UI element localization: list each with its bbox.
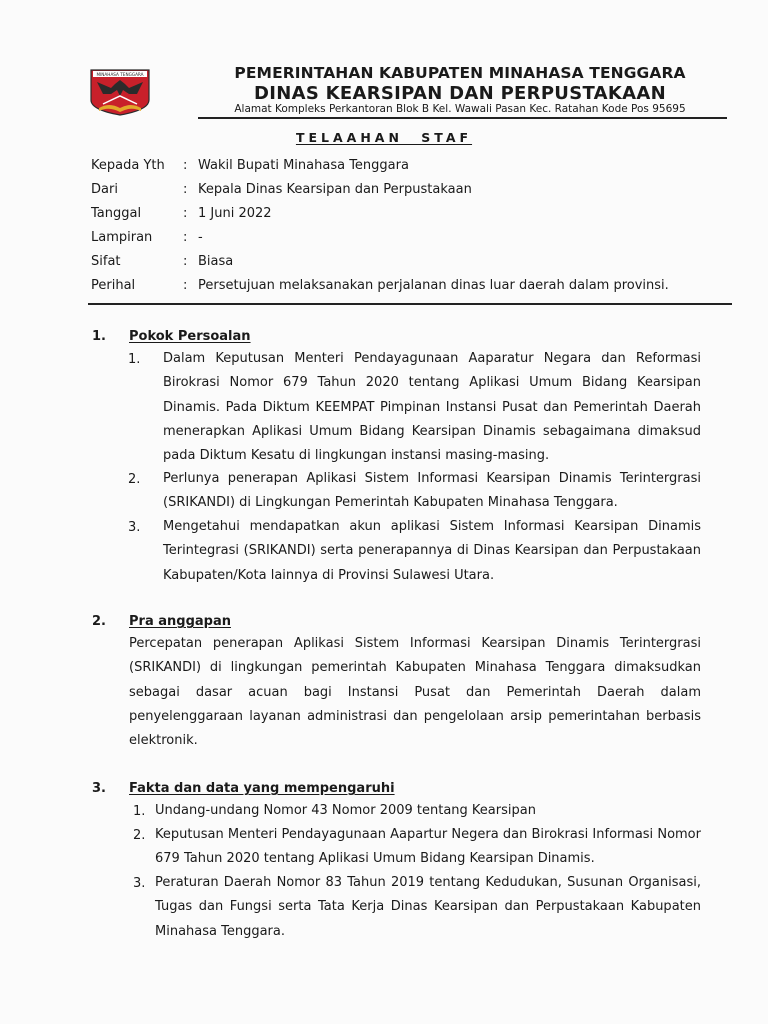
memo-key: Sifat	[91, 254, 121, 269]
list-item-text: Mengetahui mendapatkan akun aplikasi Sistem Informasi Kearsipan Dinamis Terintegrasi (SRIKANDI) serta penerapannya di Dinas Kearsipan dan Perpustakaan Kabupaten/Kota lainnya di Provinsi Sulawesi Utara.	[163, 519, 701, 583]
organization-name: PEMERINTAHAN KABUPATEN MINAHASA TENGGARA	[234, 64, 686, 82]
section-title: Pokok Persoalan	[129, 329, 251, 344]
list-item-text: Dalam Keputusan Menteri Pendayagunaan Aaparatur Negara dan Reformasi Birokrasi Nomor 679 Tahun 2020 tentang Aplikasi Umum Bidang Kearsipan Dinamis. Pada Diktum KEEMPAT Pimpinan Instansi Pusat dan Pemerintah Daerah menerapkan Aplikasi Umum Bidang Kearsipan Dinamis sebagaimana dimaksud pada Diktum Kesatu di lingkungan instansi masing-masing.	[163, 351, 701, 464]
memo-key: Kepada Yth	[91, 158, 165, 173]
logo-text: MINAHASA TENGGARA	[96, 72, 144, 77]
section-title: Fakta dan data yang mempengaruhi	[129, 781, 395, 796]
memo-key: Lampiran	[91, 230, 153, 245]
memo-value: Wakil Bupati Minahasa Tenggara	[198, 158, 409, 173]
memo-key: Perihal	[91, 278, 136, 293]
department-address: Alamat Kompleks Perkantoran Blok B Kel. Wawali Pasan Kec. Ratahan Kode Pos 95695	[234, 103, 686, 115]
memo-colon: :	[183, 182, 188, 197]
list-item-number: 1.	[133, 804, 146, 819]
memo-colon: :	[183, 254, 188, 269]
memo-value: Persetujuan melaksanakan perjalanan dinas luar daerah dalam provinsi.	[198, 278, 669, 293]
memo-colon: :	[183, 158, 188, 173]
list-item-number: 1.	[128, 352, 141, 367]
memo-value: 1 Juni 2022	[198, 206, 272, 221]
memo-value: Biasa	[198, 254, 234, 269]
document-title-text: TELAAHAN STAF	[295, 130, 473, 145]
list-item-number: 2.	[128, 472, 141, 487]
memo-key: Tanggal	[91, 206, 142, 221]
section-number: 2.	[92, 614, 106, 629]
memo-header-divider	[88, 303, 732, 305]
memo-colon: :	[183, 230, 188, 245]
list-item-text: Undang-undang Nomor 43 Nomor 2009 tentang Kearsipan	[155, 803, 536, 818]
section-number: 1.	[92, 329, 106, 344]
memo-colon: :	[183, 278, 188, 293]
memo-key: Dari	[91, 182, 118, 197]
list-item-text: Keputusan Menteri Pendayagunaan Aapartur Negera dan Birokrasi Informasi Nomor 679 Tahun 2020 tentang Aplikasi Umum Bidang Kearsipan Dinamis.	[155, 827, 701, 867]
section-paragraph: Percepatan penerapan Aplikasi Sistem Informasi Kearsipan Dinamis Terintergrasi (SRIKANDI) di lingkungan pemerintah Kabupaten Minahasa Tenggara dimaksudkan sebagai dasar acuan bagi Instansi Pusat dan Pemerintah Daerah dalam penyelenggaraan layanan administrasi dan pengelolaan arsip pemerintahan berbasis elektronik.	[129, 636, 701, 749]
memo-value: -	[198, 230, 203, 245]
list-item-text: Peraturan Daerah Nomor 83 Tahun 2019 tentang Kedudukan, Susunan Organisasi, Tugas dan Fungsi serta Tata Kerja Dinas Kearsipan dan Perpustakaan Kabupaten Minahasa Tenggara.	[155, 875, 701, 939]
document-title	[0, 130, 768, 145]
department-name: DINAS KEARSIPAN DAN PERPUSTAKAAN	[254, 83, 666, 104]
section-title: Pra anggapan	[129, 614, 231, 629]
letterhead-divider	[198, 117, 727, 119]
memo-colon: :	[183, 206, 188, 221]
list-item-number: 2.	[133, 828, 146, 843]
list-item-number: 3.	[128, 520, 141, 535]
list-item-number: 3.	[133, 876, 146, 891]
memo-value: Kepala Dinas Kearsipan dan Perpustakaan	[198, 182, 472, 197]
regency-emblem-logo	[89, 66, 151, 116]
section-number: 3.	[92, 781, 106, 796]
list-item-text: Perlunya penerapan Aplikasi Sistem Informasi Kearsipan Dinamis Terintergrasi (SRIKANDI) di Lingkungan Pemerintah Kabupaten Minahasa Tenggara.	[163, 471, 701, 511]
